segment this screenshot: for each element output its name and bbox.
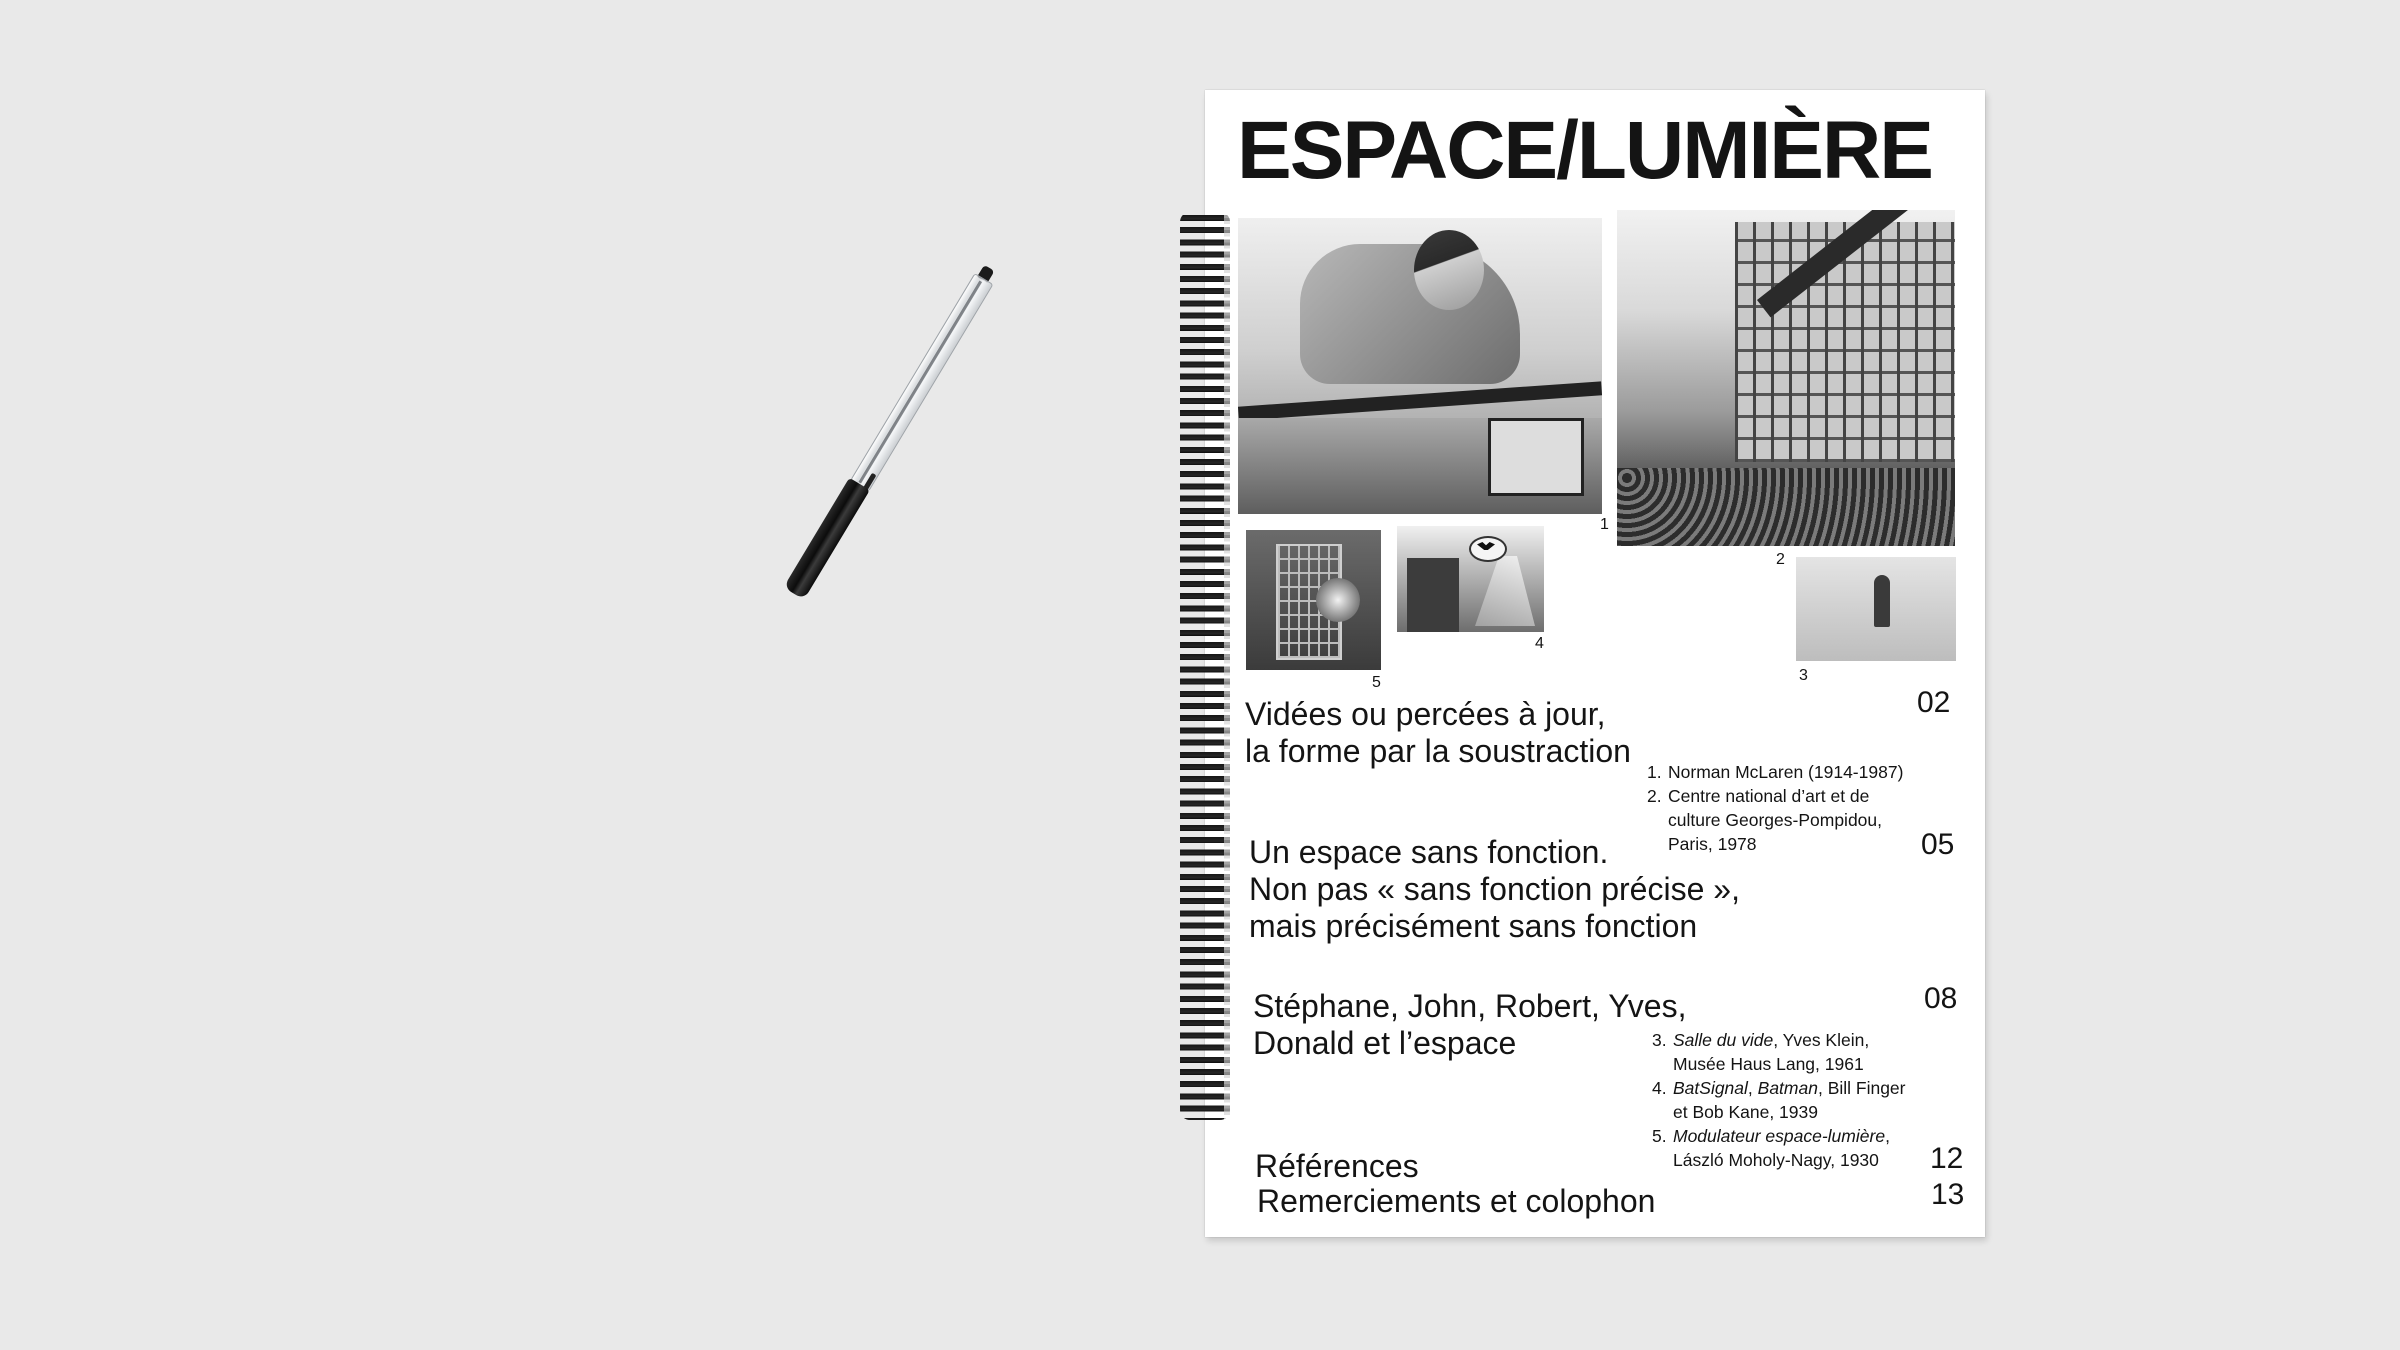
caption-work-title: Salle du vide [1673,1030,1774,1050]
caption-number: 5. [1652,1126,1667,1146]
booklet-title: ESPACE/LUMIÈRE [1237,105,1932,196]
caption-text: Centre national d’art et de culture Georges-Pompidou, Paris, 1978 [1668,786,1882,854]
toc-entry-1-title: Vidées ou percées à jour, la forme par la soustraction [1245,696,1631,769]
photo-salle-du-vide [1796,557,1956,661]
photo-head [1414,230,1484,310]
photo-number-2: 2 [1776,551,1785,568]
photo-light-space-modulator [1246,530,1381,670]
toc-entry-5-page: 13 [1931,1178,1965,1211]
photo-number-5: 5 [1372,674,1381,691]
caption-text: Norman McLaren (1914-1987) [1668,762,1904,782]
toc-entry-3-title: Stéphane, John, Robert, Yves, Donald et l’espace [1253,988,1687,1061]
caption-5 [1652,1124,1914,1172]
binding-holes [1224,212,1230,1120]
photo-light-beam [1475,556,1535,626]
toc-entry-1-page: 02 [1917,686,1951,719]
toc-entry-4-title: Références [1255,1148,1419,1184]
caption-work-title: BatSignal [1673,1078,1748,1098]
caption-text: , László Moholy-Nagy, 1930 [1673,1126,1890,1170]
toc-entry-2-title: Un espace sans fonction. Non pas « sans fonction précise », mais précisément sans fonction [1249,834,1740,944]
photo-figure [1300,244,1520,384]
photo-number-1: 1 [1600,516,1609,533]
caption-number: 1. [1647,762,1662,782]
caption-text: , Bill Finger et Bob Kane, 1939 [1673,1078,1906,1122]
pen-cap [783,478,869,600]
photo-crowd [1617,468,1955,546]
caption-2 [1647,784,1924,856]
caption-work-title-2: Batman [1757,1078,1818,1098]
photo-number-4: 4 [1535,635,1544,652]
toc-entry-4-page: 12 [1930,1142,1964,1175]
pen-ink-tube [858,281,982,484]
toc-entry-3-page: 08 [1924,982,1958,1015]
caption-text: , Yves Klein, Musée Haus Lang, 1961 [1673,1030,1870,1074]
photo-number-3: 3 [1799,667,1808,684]
booklet-cover [1205,90,1985,1237]
photo-batsignal [1397,526,1544,632]
caption-4 [1652,1076,1914,1124]
toc-entry-2-page: 05 [1921,828,1955,861]
caption-number: 4. [1652,1078,1667,1098]
spiral-binding [1180,212,1230,1120]
caption-work-title: Modulateur espace-lumière [1673,1126,1886,1146]
caption-separator: , [1747,1078,1758,1098]
photo-modulator-glow [1316,578,1360,622]
toc-entry-5-title: Remerciements et colophon [1257,1183,1656,1219]
photo-captions-bottom [1652,1028,1914,1172]
photo-tower [1407,558,1459,632]
caption-number: 3. [1652,1030,1667,1050]
photo-film-strip [1238,381,1602,420]
caption-3 [1652,1028,1914,1076]
caption-1 [1647,760,1947,784]
photo-captions-top [1647,760,1947,856]
photo-norman-mclaren [1238,218,1602,514]
photo-centre-pompidou [1617,210,1955,546]
caption-number: 2. [1647,786,1662,806]
photo-figure-in-room [1874,575,1890,627]
photo-film-frame [1488,418,1584,496]
ballpoint-pen [779,262,999,608]
